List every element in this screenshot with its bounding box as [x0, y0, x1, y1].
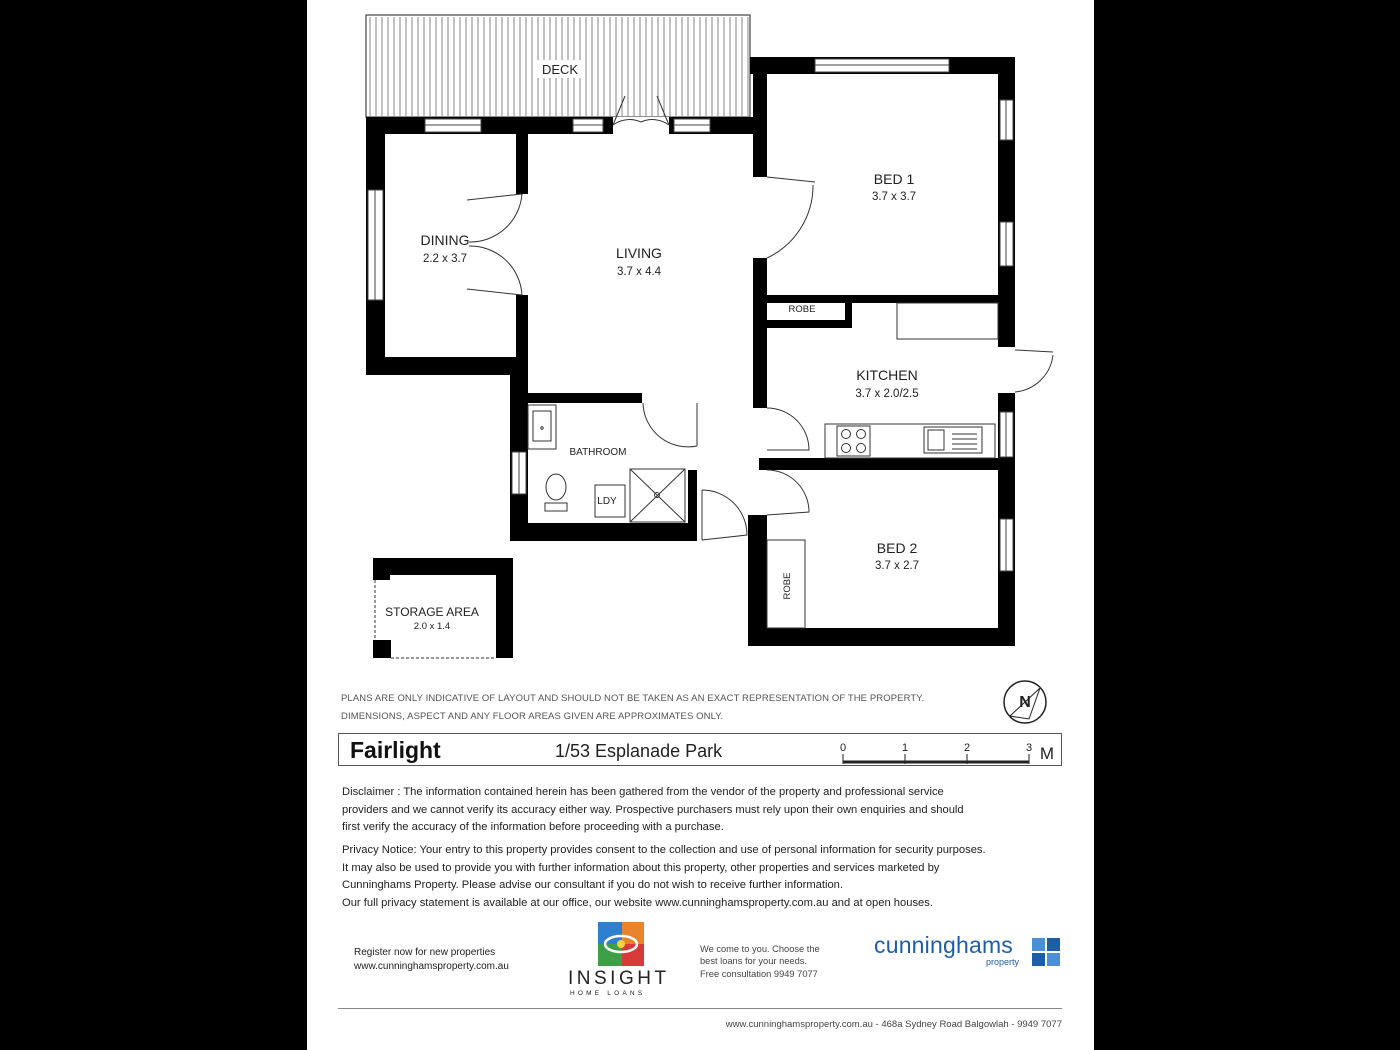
- privacy-line: It may also be used to provide you with further information about this property, other properties and services marketed by: [342, 861, 940, 874]
- loans-line: Free consultation 9949 7077: [700, 968, 818, 979]
- scale-bar: [839, 736, 1059, 764]
- robe2-label: ROBE: [782, 572, 793, 600]
- storage-name: STORAGE AREA: [385, 605, 479, 619]
- privacy-paragraph: [342, 842, 1072, 912]
- register-text: Register now for new properties: [354, 947, 496, 958]
- plan-notice-line1: PLANS ARE ONLY INDICATIVE OF LAYOUT AND SHOULD NOT BE TAKEN AS AN EXACT REPRESENTATION OF THE PROPERTY.: [341, 693, 925, 704]
- footer-divider: [338, 1008, 1062, 1009]
- disclaimer-line: first verify the accuracy of the information before proceeding with a purchase.: [342, 821, 724, 834]
- dining-name: DINING: [420, 232, 470, 248]
- scale-tick-3: 3: [1025, 742, 1033, 754]
- kitchen-dims: 3.7 x 2.0/2.5: [855, 388, 919, 400]
- disclaimer-line: providers and we cannot verify its accuracy either way. Prospective purchasers must rely upon their own enquiries and should: [342, 803, 964, 816]
- kitchen-name: KITCHEN: [856, 367, 918, 383]
- scale-tick-1: 1: [901, 742, 909, 754]
- insight-logo-icon: [598, 922, 648, 968]
- bathroom-label: BATHROOM: [569, 447, 627, 458]
- title-bar: [338, 733, 1062, 766]
- privacy-line: Cunninghams Property. Please advise our consultant if you do not wish to receive further information.: [342, 879, 844, 892]
- cooktop-icon: [837, 426, 870, 456]
- ldy-label: LDY: [597, 496, 617, 507]
- bed2-name: BED 2: [876, 540, 918, 556]
- living-name: LIVING: [616, 245, 662, 261]
- loans-line: We come to you. Choose the: [700, 944, 820, 954]
- privacy-line: Privacy Notice: Your entry to this property provides consent to the collection and use of personal information for security purposes.: [342, 844, 986, 856]
- footer-contact: www.cunninghamsproperty.com.au - 468a Sydney Road Balgowlah - 9949 7077: [725, 1019, 1062, 1030]
- scale-tick-0: 0: [839, 742, 847, 754]
- bed1-dims: 3.7 x 3.7: [871, 191, 917, 203]
- insight-logo: [565, 922, 685, 1000]
- bed2-dims: 3.7 x 2.7: [874, 560, 920, 572]
- sink-icon: [924, 427, 982, 453]
- robe1-label: ROBE: [788, 304, 816, 315]
- privacy-line: Our full privacy statement is available at our office, our website www.cunninghamsproperty.com.au and at open houses.: [342, 896, 933, 909]
- storage-dims: 2.0 x 1.4: [413, 621, 451, 632]
- deck: [366, 15, 750, 117]
- register-url[interactable]: www.cunninghamsproperty.com.au: [354, 961, 509, 972]
- property-address: 1/53 Esplanade Park: [555, 741, 723, 761]
- north-label: N: [1019, 694, 1031, 711]
- scale-tick-2: 2: [963, 742, 971, 754]
- suburb-title: Fairlight: [350, 737, 441, 763]
- brand-word: cunninghams: [874, 932, 1014, 958]
- disclaimer-paragraph: [342, 784, 1072, 837]
- scale-unit: M: [1039, 744, 1055, 763]
- living-dims: 3.7 x 4.4: [616, 266, 662, 278]
- insight-sub: HOME LOANS: [570, 990, 646, 997]
- disclaimer-line: Disclaimer : The information contained herein has been gathered from the vendor of the property and professional service: [342, 786, 944, 798]
- bed1-name: BED 1: [873, 171, 915, 187]
- brand-sub: property: [986, 957, 1020, 967]
- shower-icon: [630, 469, 685, 522]
- toilet-icon: [545, 474, 567, 511]
- register-block: [354, 946, 509, 974]
- brand-squares-icon: [1032, 938, 1062, 968]
- north-arrow-icon: [1004, 681, 1046, 723]
- loans-line: best loans for your needs.: [700, 956, 807, 967]
- floor-plan-sheet: [307, 0, 1094, 1050]
- loans-promo: [700, 943, 820, 980]
- dining-dims: 2.2 x 3.7: [422, 253, 468, 265]
- plan-notice-line2: DIMENSIONS, ASPECT AND ANY FLOOR AREAS GIVEN ARE APPROXIMATES ONLY.: [341, 711, 724, 722]
- insight-word: INSIGHT: [568, 968, 670, 989]
- deck-label: DECK: [541, 62, 579, 77]
